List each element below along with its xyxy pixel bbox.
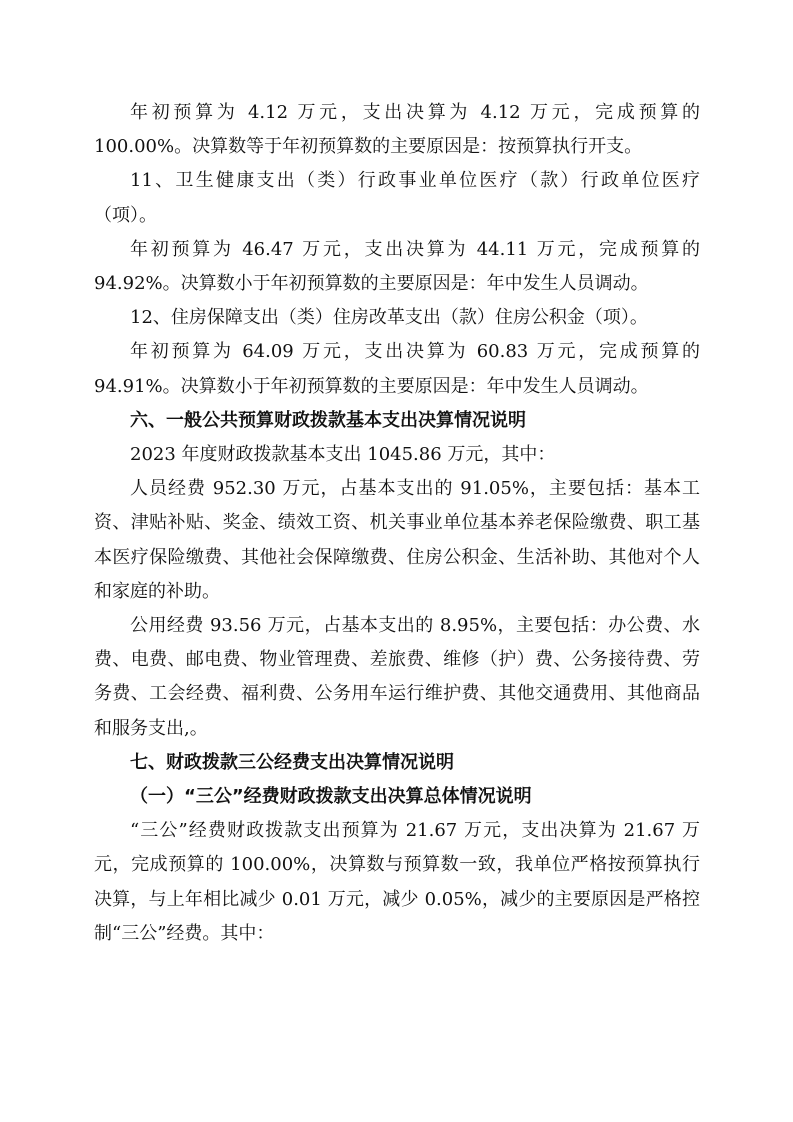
paragraph-three-public-overview: “三公”经费财政拨款支出预算为 21.67 万元，支出决算为 21.67 万元，完成预算的 100.00%，决算数与预算数一致，我单位严格按预算执行决算，与上年相比减少 0.01 万元，减少 0.05%，减少的主要原因是严格控制“三公”经费。其中： <box>94 820 700 944</box>
document-body <box>94 96 700 951</box>
paragraph-budget-item-11: 年初预算为 46.47 万元，支出决算为 44.11 万元，完成预算的94.92%。决算数小于年初预算数的主要原因是：年中发生人员调动。 <box>94 238 700 295</box>
paragraph-item-11-title: 11、卫生健康支出（类）行政事业单位医疗（款）行政单位医疗（项）。 <box>94 170 700 226</box>
paragraph-personnel-expenses: 人员经费 952.30 万元，占基本支出的 91.05%，主要包括：基本工资、津贴补贴、奖金、绩效工资、机关事业单位基本养老保险缴费、职工基本医疗保险缴费、其他社会保障缴费、住房公积金、生活补助、其他对个人和家庭的补助。 <box>94 478 700 602</box>
paragraph-item-12-title: 12、住房保障支出（类）住房改革支出（款）住房公积金（项）。 <box>130 307 648 329</box>
paragraph-basic-expenditure-total: 2023 年度财政拨款基本支出 1045.86 万元，其中： <box>130 444 556 466</box>
paragraph-budget-item-12: 年初预算为 64.09 万元，支出决算为 60.83 万元，完成预算的94.91%。决算数小于年初预算数的主要原因是：年中发生人员调动。 <box>94 341 700 397</box>
section-heading-6: 六、一般公共预算财政拨款基本支出决算情况说明 <box>130 409 526 431</box>
subsection-heading-7-1: （一）“三公”经费财政拨款支出决算总体情况说明 <box>130 786 532 808</box>
section-heading-7: 七、财政拨款三公经费支出决算情况说明 <box>130 751 454 773</box>
paragraph-budget-item-10: 年初预算为 4.12 万元，支出决算为 4.12 万元，完成预算的100.00%。决算数等于年初预算数的主要原因是：按预算执行开支。 <box>94 102 700 158</box>
paragraph-public-expenses: 公用经费 93.56 万元，占基本支出的 8.95%，主要包括：办公费、水费、电费、邮电费、物业管理费、差旅费、维修（护）费、公务接待费、劳务费、工会经费、福利费、公务用车运行维护费、其他交通费用、其他商品和服务支出,。 <box>94 615 700 739</box>
